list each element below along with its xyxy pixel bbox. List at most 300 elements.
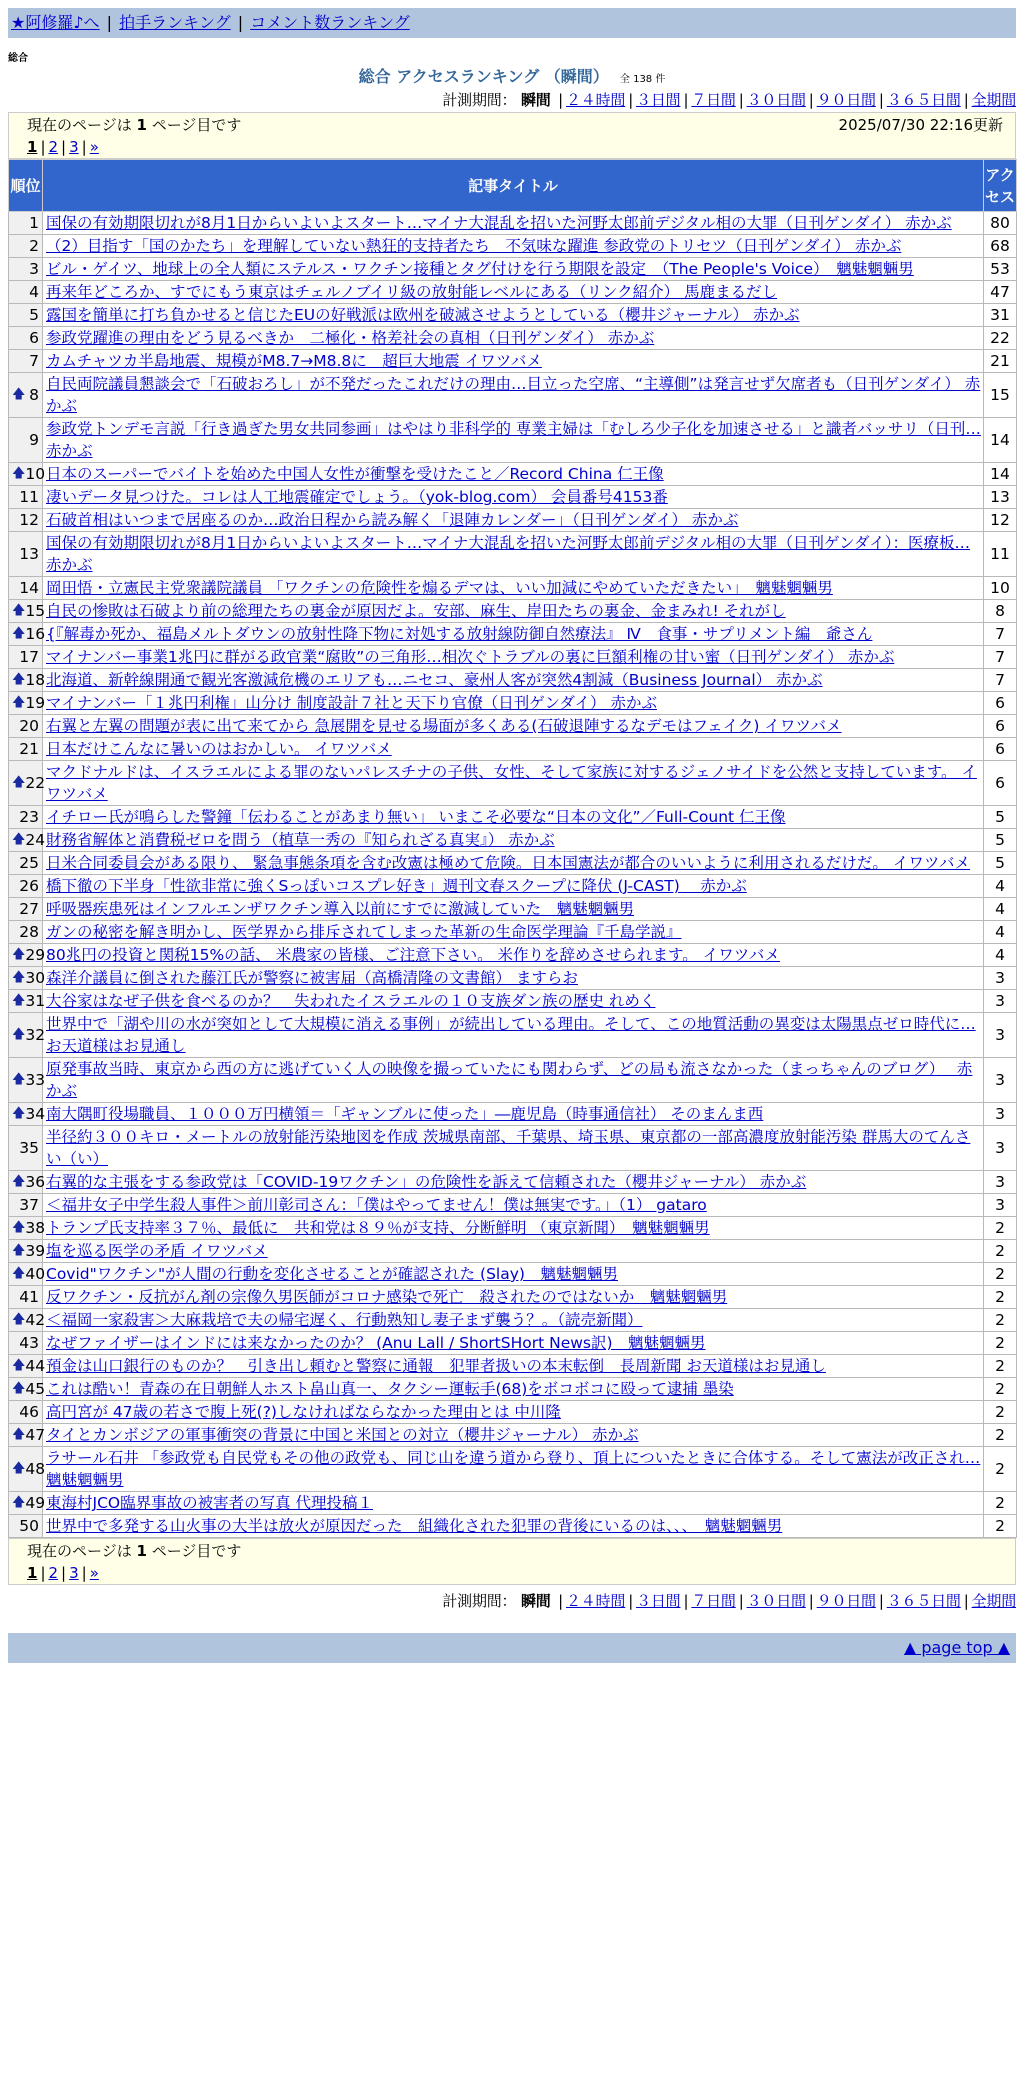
article-title-link[interactable]: 参政党トンデモ言説「行き過ぎた男女共同参画」はやはり非科学的 専業主婦は「むしろ少子化を加速させる」と識者バッサリ（日刊… 赤かぶ: [46, 420, 981, 460]
rank-cell: [9, 258, 43, 281]
rank-number: 33: [25, 1071, 46, 1089]
access-count: 53: [984, 258, 1017, 281]
access-count: 8: [984, 600, 1017, 623]
next-page-link[interactable]: »: [89, 1564, 99, 1582]
rank-cell: [9, 623, 46, 646]
page-top-link[interactable]: ▲ page top ▲: [903, 1638, 1010, 1657]
rank-number: 12: [19, 511, 39, 529]
rank-cell: [9, 1013, 46, 1058]
article-title-link[interactable]: なぜファイザーはインドには来なかったのか？ (Anu Lall / ShortSHort News訳) 魑魅魍魎男: [46, 1334, 706, 1352]
title-cell: [43, 600, 984, 623]
article-title-link[interactable]: 南大隅町役場職員、１０００万円横領＝「ギャンブルに使った」―鹿児島（時事通信社） そのまんま西: [46, 1105, 764, 1123]
article-title-link[interactable]: ＜福井女子中学生殺人事件＞前川彰司さん：「僕はやってません！僕は無実です。」（1） gataro: [46, 1196, 707, 1214]
article-title-link[interactable]: 大谷家はなぜ子供を食べるのか？ 失われたイスラエルの１０支族ダン族の歴史 れめく: [46, 992, 656, 1010]
rank-cell: [9, 875, 43, 898]
access-count: 3: [984, 990, 1017, 1013]
article-title-link[interactable]: 塩を巡る医学の矛盾 イワツバメ: [46, 1242, 268, 1260]
title-cell: [43, 1355, 984, 1378]
title-cell: [43, 1378, 984, 1401]
page-status-prefix: 現在のページは: [27, 116, 137, 134]
access-count: 3: [984, 1013, 1017, 1058]
article-title-link[interactable]: 再来年どころか、すでにもう東京はチェルノブイリ級の放射能レベルにある（リンク紹介） 馬鹿まるだし: [46, 283, 778, 301]
table-row: [9, 350, 1017, 373]
rank-number: 39: [25, 1242, 46, 1260]
access-count: 12: [984, 509, 1017, 532]
article-title-link[interactable]: 世界中で「湖や川の水が突如として大規模に消える事例」が続出している理由。そして、この地質活動の異変は太陽黒点ゼロ時代に… お天道様はお見通し: [46, 1015, 976, 1055]
page-status-number: 1: [136, 116, 147, 134]
article-title-link[interactable]: 国保の有効期限切れが8月1日からいよいよスタート…マイナ大混乱を招いた河野太郎前デジタル相の大罪（日刊ゲンダイ） 赤かぶ: [46, 214, 952, 232]
article-title-link[interactable]: 日本のスーパーでバイトを始めた中国人女性が衝撃を受けたこと／Record China 仁王像: [46, 465, 664, 483]
table-row: [9, 304, 1017, 327]
section-label: 総合: [8, 53, 28, 64]
next-page-link[interactable]: »: [89, 138, 99, 156]
comment-ranking-link[interactable]: コメント数ランキング: [250, 13, 410, 32]
access-count: 47: [984, 281, 1017, 304]
page-link[interactable]: 3: [69, 138, 79, 156]
pager-top: [8, 112, 1016, 159]
access-count: 80: [984, 212, 1017, 235]
up-arrow-icon: 🡅: [12, 1266, 26, 1281]
period-separator: |: [683, 91, 689, 109]
page-status-suffix: ページ目です: [146, 1542, 242, 1560]
table-row: [9, 738, 1017, 761]
title-cell: [43, 1447, 984, 1492]
access-count: 3: [984, 1126, 1017, 1171]
rank-number: 19: [25, 694, 46, 712]
rank-cell: [9, 1378, 46, 1401]
access-count: 2: [984, 1332, 1017, 1355]
title-cell: [43, 921, 984, 944]
rank-number: 22: [25, 774, 46, 792]
period-separator: |: [628, 1592, 634, 1610]
rank-cell: [9, 692, 46, 715]
table-row: [9, 623, 1017, 646]
title-cell: [43, 1126, 984, 1171]
page-link[interactable]: 2: [48, 138, 59, 156]
rank-number: 13: [19, 545, 39, 563]
title-cell: [43, 486, 984, 509]
page-link[interactable]: 2: [48, 1564, 59, 1582]
page-separator: |: [40, 138, 46, 156]
up-arrow-icon: 🡅: [12, 1495, 26, 1510]
pager-bottom: [8, 1538, 1016, 1585]
article-title-link[interactable]: 橋下徹の下半身「性欲非常に強くSっぽいコスプレ好き」週刊文春スクープに降伏 (J-CAST) 赤かぶ: [46, 877, 747, 895]
period-link[interactable]: ７日間: [691, 1592, 736, 1610]
title-cell: [43, 761, 984, 806]
rank-number: 50: [19, 1517, 39, 1535]
article-title-link[interactable]: 右翼と左翼の問題が表に出て来てから 急展開を見せる場面が多くある(石破退陣するなデモはフェイク) イワツバメ: [46, 717, 842, 735]
rank-cell: [9, 806, 43, 829]
rank-number: 11: [19, 488, 39, 506]
page-wrapper: [8, 8, 1016, 1663]
table-row: [9, 990, 1017, 1013]
page-title: 総合 アクセスランキング （瞬間）: [358, 67, 609, 86]
rank-cell: [9, 898, 43, 921]
rank-number: 37: [19, 1196, 39, 1214]
table-row: [9, 669, 1017, 692]
title-cell: [43, 509, 984, 532]
access-count: 4: [984, 875, 1017, 898]
period-link[interactable]: ３６５日間: [886, 1592, 961, 1610]
article-title-link[interactable]: 国保の有効期限切れが8月1日からいよいよスタート…マイナ大混乱を招いた河野太郎前デジタル相の大罪（日刊ゲンダイ）：医療板… 赤かぶ: [46, 534, 970, 574]
title-cell: [43, 646, 984, 669]
article-title-link[interactable]: トランプ氏支持率３７％、最低に 共和党は８９％が支持、分断鮮明 （東京新聞） 魑魅魍魎男: [46, 1219, 710, 1237]
access-count: 5: [984, 829, 1017, 852]
table-row: [9, 258, 1017, 281]
table-row: [9, 1058, 1017, 1103]
pager-status-row: [27, 1540, 1003, 1562]
rank-number: 40: [25, 1265, 46, 1283]
up-arrow-icon: 🡅: [12, 1427, 26, 1442]
rank-number: 14: [19, 579, 39, 597]
up-arrow-icon: 🡅: [12, 1243, 26, 1258]
period-separator: |: [558, 1592, 563, 1610]
access-count: 2: [984, 1378, 1017, 1401]
page-status-number: 1: [136, 1542, 147, 1560]
table-row: [9, 1332, 1017, 1355]
table-row: [9, 944, 1017, 967]
title-cell: [43, 1401, 984, 1424]
rank-cell: [9, 1332, 43, 1355]
rank-number: 10: [25, 465, 46, 483]
rank-number: 24: [25, 831, 46, 849]
rank-cell: [9, 1515, 43, 1538]
page-links: [27, 136, 1003, 158]
rank-cell: [9, 1058, 46, 1103]
period-link[interactable]: ９０日間: [816, 91, 876, 109]
table-row: [9, 1013, 1017, 1058]
period-link[interactable]: ３６５日間: [886, 91, 961, 109]
rank-cell: [9, 350, 43, 373]
table-header-row: [9, 160, 1017, 212]
title-cell: [43, 715, 984, 738]
rank-cell: [9, 715, 43, 738]
up-arrow-icon: 🡅: [12, 1027, 26, 1042]
article-title-link[interactable]: マクドナルドは、イスラエルによる罪のないパレスチナの子供、女性、そして家族に対するジェノサイドを公然と支持しています。 イワツバメ: [46, 763, 977, 803]
rank-number: 25: [19, 854, 39, 872]
table-row: [9, 1309, 1017, 1332]
article-title-link[interactable]: ビル・ゲイツ、地球上の全人類にステルス・ワクチン接種とタグ付けを行う期限を設定 （The People's Voice） 魑魅魍魎男: [46, 260, 914, 278]
period-link[interactable]: ９０日間: [816, 1592, 876, 1610]
table-row: [9, 1378, 1017, 1401]
title-cell: [43, 1492, 984, 1515]
article-title-link[interactable]: 日米合同委員会がある限り、 緊急事態条項を含む改憲は極めて危険。日本国憲法が都合のいいように利用されるだけだ。 イワツバメ: [46, 854, 971, 872]
access-count: 2: [984, 1217, 1017, 1240]
article-title-link[interactable]: 財務省解体と消費税ゼロを問う（植草一秀の『知られざる真実』） 赤かぶ: [46, 831, 555, 849]
period-separator: |: [558, 91, 563, 109]
period-link[interactable]: 全期間: [971, 1592, 1016, 1610]
article-title-link[interactable]: 森洋介議員に倒された藤江氏が警察に被害届（高橋清隆の文書館） ますらお: [46, 969, 578, 987]
table-row: [9, 418, 1017, 463]
access-count: 2: [984, 1240, 1017, 1263]
title-cell: [43, 1217, 984, 1240]
access-count: 21: [984, 350, 1017, 373]
page-status: [27, 114, 241, 136]
period-current: 瞬間: [520, 1592, 551, 1610]
rank-number: 46: [19, 1403, 39, 1421]
article-title-link[interactable]: 東海村JCO臨界事故の被害者の写真 代理投稿１: [46, 1494, 374, 1512]
article-title-link[interactable]: 世界中で多発する山火事の大半は放火が原因だった 組織化された犯罪の背後にいるのは、、、 魑魅魍魎男: [46, 1517, 783, 1535]
page-separator: |: [81, 138, 87, 156]
period-link[interactable]: 全期間: [971, 91, 1016, 109]
page-status-prefix: 現在のページは: [27, 1542, 137, 1560]
header-rank: 順位: [9, 160, 43, 212]
rank-cell: [9, 967, 46, 990]
period-separator: |: [963, 1592, 969, 1610]
rank-number: 47: [25, 1426, 46, 1444]
rank-cell: [9, 463, 46, 486]
access-count: 11: [984, 532, 1017, 577]
period-separator: |: [808, 1592, 814, 1610]
rank-cell: [9, 1103, 46, 1126]
access-count: 6: [984, 761, 1017, 806]
title-cell: [43, 1171, 984, 1194]
page-separator: |: [81, 1564, 87, 1582]
article-title-link[interactable]: ガンの秘密を解き明かし、医学界から排斥されてしまった革新の生命医学理論『千島学説』: [46, 923, 682, 941]
period-separator: |: [683, 1592, 689, 1610]
period-link[interactable]: ３０日間: [746, 1592, 806, 1610]
rank-number: 20: [19, 717, 39, 735]
title-cell: [43, 669, 984, 692]
rank-cell: [9, 1401, 43, 1424]
rank-cell: [9, 1286, 43, 1309]
article-title-link[interactable]: 石破首相はいつまで居座るのか…政治日程から読み解く「退陣カレンダー」（日刊ゲンダイ） 赤かぶ: [46, 511, 739, 529]
article-title-link[interactable]: Covid"ワクチン"が人間の行動を変化させることが確認された (Slay) 魑魅魍魎男: [46, 1265, 618, 1283]
access-count: 3: [984, 1103, 1017, 1126]
title-cell: [43, 1424, 984, 1447]
access-count: 2: [984, 1355, 1017, 1378]
access-count: 13: [984, 486, 1017, 509]
table-row: [9, 967, 1017, 990]
table-row: [9, 898, 1017, 921]
access-count: 4: [984, 944, 1017, 967]
article-title-link[interactable]: 露国を簡単に打ち負かせると信じたEUの好戦派は欧州を破滅させようとしている（櫻井ジャーナル） 赤かぶ: [46, 306, 800, 324]
title-cell: [43, 1309, 984, 1332]
rank-cell: [9, 738, 43, 761]
table-row: [9, 692, 1017, 715]
table-row: [9, 212, 1017, 235]
article-title-link[interactable]: 右翼的な主張をする参政党は「COVID-19ワクチン」の危険性を訴えて信頼された（櫻井ジャーナル） 赤かぶ: [46, 1173, 807, 1191]
access-count: 2: [984, 1401, 1017, 1424]
rank-number: 9: [29, 431, 39, 449]
period-label: 計測期間：: [442, 1592, 517, 1610]
rank-number: 48: [25, 1460, 46, 1478]
table-row: [9, 1217, 1017, 1240]
page-separator: |: [40, 1564, 46, 1582]
table-row: [9, 875, 1017, 898]
header-title: 記事タイトル: [43, 160, 984, 212]
rank-cell: [9, 577, 43, 600]
article-title-link[interactable]: 北海道、新幹線開通で観光客激減危機のエリアも…ニセコ、豪州人客が突然4割減（Business Journal） 赤かぶ: [46, 671, 823, 689]
rank-cell: [9, 1263, 46, 1286]
title-cell: [43, 852, 984, 875]
table-row: [9, 921, 1017, 944]
period-separator: |: [738, 1592, 744, 1610]
rank-number: 42: [25, 1311, 46, 1329]
access-count: 10: [984, 577, 1017, 600]
period-link[interactable]: ３日間: [636, 91, 681, 109]
rank-number: 8: [29, 386, 39, 404]
home-link[interactable]: ★阿修羅♪へ: [11, 13, 100, 32]
access-count: 3: [984, 1058, 1017, 1103]
table-row: [9, 715, 1017, 738]
article-title-link[interactable]: 自民両院議員懇談会で「石破おろし」が不発だったこれだけの理由…目立った空席、“主導側”は発言せず欠席者も（日刊ゲンダイ） 赤かぶ: [46, 375, 981, 415]
rank-number: 7: [29, 352, 39, 370]
title-cell: [43, 577, 984, 600]
article-title-link[interactable]: マイナンバー事業1兆円に群がる政官業“腐敗”の三角形…相次ぐトラブルの裏に巨額利権の甘い蜜（日刊ゲンダイ） 赤かぶ: [46, 648, 895, 666]
table-row: [9, 1515, 1017, 1538]
page-link-current: 1: [27, 1564, 38, 1582]
access-count: 7: [984, 646, 1017, 669]
article-title-link[interactable]: 自民の惨敗は石破より前の総理たちの裏金が原因だよ。安部、麻生、岸田たちの裏金、金まみれ! それがし: [46, 602, 786, 620]
table-row: [9, 1126, 1017, 1171]
up-arrow-icon: 🡅: [12, 672, 26, 687]
top-navigation-bar: [8, 8, 1016, 38]
access-count: 5: [984, 852, 1017, 875]
title-cell: [43, 692, 984, 715]
access-count: 3: [984, 1171, 1017, 1194]
article-title-link[interactable]: タイとカンボジアの軍事衝突の背景に中国と米国との対立（櫻井ジャーナル） 赤かぶ: [46, 1426, 639, 1444]
rank-number: 16: [25, 625, 46, 643]
rank-cell: [9, 1424, 46, 1447]
access-count: 2: [984, 1424, 1017, 1447]
access-count: 68: [984, 235, 1017, 258]
title-cell: [43, 281, 984, 304]
table-row: [9, 235, 1017, 258]
title-cell: [43, 967, 984, 990]
period-link[interactable]: ３０日間: [746, 91, 806, 109]
rank-cell: [9, 327, 43, 350]
period-link[interactable]: ２４時間: [566, 1592, 626, 1610]
table-row: [9, 577, 1017, 600]
period-separator: |: [878, 1592, 884, 1610]
up-arrow-icon: 🡅: [12, 1358, 26, 1373]
page-status-suffix: ページ目です: [146, 116, 242, 134]
rank-cell: [9, 1240, 46, 1263]
article-title-link[interactable]: カムチャツカ半島地震、規模がM8.7→M8.8に 超巨大地震 イワツバメ: [46, 352, 542, 370]
rank-number: 5: [29, 306, 39, 324]
access-count: 31: [984, 304, 1017, 327]
clap-ranking-link[interactable]: 拍手ランキング: [119, 13, 231, 32]
rank-number: 27: [19, 900, 39, 918]
rank-cell: [9, 304, 43, 327]
article-title-link[interactable]: 岡田悟・立憲民主党衆議院議員 「ワクチンの危険性を煽るデマは、いい加減にやめていただきたい」 魑魅魍魎男: [46, 579, 833, 597]
title-cell: [43, 806, 984, 829]
article-title-link[interactable]: （2）目指す「国のかたち」を理解していない熱狂的支持者たち 不気味な躍進 参政党のトリセツ（日刊ゲンダイ） 赤かぶ: [46, 237, 902, 255]
access-count: 3: [984, 967, 1017, 990]
title-cell: [43, 1332, 984, 1355]
access-count: 2: [984, 1263, 1017, 1286]
article-title-link[interactable]: 預金は山口銀行のものか？ 引き出し頼むと警察に通報 犯罪者扱いの本末転倒 長周新聞 お天道様はお見通し: [46, 1357, 826, 1375]
rank-cell: [9, 1126, 43, 1171]
article-title-link[interactable]: 凄いデータ見つけた。コレは人工地震確定でしょう。（yok-blog.com） 会員番号4153番: [46, 488, 668, 506]
period-link[interactable]: ３日間: [636, 1592, 681, 1610]
rank-number: 34: [25, 1105, 46, 1123]
up-arrow-icon: 🡅: [12, 695, 26, 710]
page-links: [27, 1562, 1003, 1584]
access-count: 2: [984, 1286, 1017, 1309]
table-row: [9, 281, 1017, 304]
period-link[interactable]: ２４時間: [566, 91, 626, 109]
article-title-link[interactable]: 呼吸器疾患死はインフルエンザワクチン導入以前にすでに激減していた 魑魅魍魎男: [46, 900, 635, 918]
rank-cell: [9, 1171, 46, 1194]
rank-cell: [9, 212, 43, 235]
article-title-link[interactable]: 80兆円の投資と関税15%の話、 米農家の皆様、ご注意下さい。 米作りを辞めさせられます。 イワツバメ: [46, 946, 780, 964]
table-row: [9, 1355, 1017, 1378]
article-title-link[interactable]: {『解毒か死か、福島メルトダウンの放射性降下物に対処する放射線防御自然療法』 Ⅳ 食事・サプリメント編 爺さん: [46, 625, 873, 643]
period-separator: |: [878, 91, 884, 109]
table-row: [9, 327, 1017, 350]
rank-number: 31: [25, 992, 46, 1010]
updated-timestamp: 2025/07/30 22:16更新: [838, 116, 1003, 134]
up-arrow-icon: 🡅: [12, 626, 26, 641]
nav-separator: |: [106, 13, 113, 32]
header-access: アクセス: [984, 160, 1017, 212]
rank-number: 1: [29, 214, 39, 232]
table-row: [9, 1447, 1017, 1492]
up-arrow-icon: 🡅: [12, 947, 26, 962]
rank-number: 45: [25, 1380, 46, 1398]
title-cell: [43, 1263, 984, 1286]
access-count: 2: [984, 1515, 1017, 1538]
title-cell: [43, 1103, 984, 1126]
page-link[interactable]: 3: [69, 1564, 79, 1582]
rank-number: 29: [25, 946, 46, 964]
access-count: 6: [984, 692, 1017, 715]
title-cell: [43, 212, 984, 235]
article-title-link[interactable]: マイナンバー「１兆円利権」山分け 制度設計７社と天下り官僚（日刊ゲンダイ） 赤かぶ: [46, 694, 657, 712]
title-cell: [43, 875, 984, 898]
article-title-link[interactable]: 反ワクチン・反抗がん剤の宗像久男医師がコロナ感染で死亡 殺されたのではないか 魑魅魍魎男: [46, 1288, 728, 1306]
bottom-bar: [8, 1633, 1016, 1663]
article-title-link[interactable]: 半径約３００キロ・メートルの放射能汚染地図を作成 茨城県南部、千葉県、埼玉県、東京都の一部高濃度放射能汚染 群馬大のてんさい（い）: [46, 1128, 971, 1168]
article-title-link[interactable]: ＜福岡一家殺害＞大麻栽培で夫の帰宅遅く、行動熟知し妻子まず襲う？。（読売新聞）: [46, 1311, 643, 1329]
access-count: 4: [984, 921, 1017, 944]
rank-cell: [9, 921, 43, 944]
rank-number: 43: [19, 1334, 39, 1352]
article-title-link[interactable]: 原発事故当時、東京から西の方に逃げていく人の映像を撮っていたにも関わらず、どの局も流さなかった（まっちゃんのブログ） 赤かぶ: [46, 1060, 973, 1100]
table-row: [9, 761, 1017, 806]
table-row: [9, 829, 1017, 852]
article-title-link[interactable]: 高円宮が 47歳の若さで腹上死(?)しなければならなかった理由とは 中川隆: [46, 1403, 561, 1421]
rank-cell: [9, 852, 43, 875]
article-title-link[interactable]: ラサール石井 「参政党も自民党もその他の政党も、同じ山を違う道から登り、頂上についたときに合体する。そして憲法が改正され… 魑魅魍魎男: [46, 1449, 981, 1489]
title-cell: [43, 327, 984, 350]
ranking-table: [8, 159, 1017, 1538]
article-title-link[interactable]: 日本だけこんなに暑いのはおかしい。 イワツバメ: [46, 740, 392, 758]
rank-number: 6: [29, 329, 39, 347]
table-row: [9, 646, 1017, 669]
access-count: 6: [984, 715, 1017, 738]
title-cell: [43, 944, 984, 967]
rank-cell: [9, 418, 43, 463]
title-cell: [43, 373, 984, 418]
period-link[interactable]: ７日間: [691, 91, 736, 109]
rank-number: 2: [29, 237, 39, 255]
article-title-link[interactable]: これは酷い！青森の在日朝鮮人ホスト畠山真一、タクシー運転手(68)をボコボコに殴って逮捕 墨染: [46, 1380, 734, 1398]
title-cell: [43, 235, 984, 258]
article-title-link[interactable]: 参政党躍進の理由をどう見るべきか 二極化・格差社会の真相（日刊ゲンダイ） 赤かぶ: [46, 329, 655, 347]
table-row: [9, 1194, 1017, 1217]
table-row: [9, 486, 1017, 509]
rank-number: 35: [19, 1139, 39, 1157]
access-count: 2: [984, 1492, 1017, 1515]
article-title-link[interactable]: イチロー氏が鳴らした警鐘「伝わることがあまり無い」 いまこそ必要な“日本の文化”／Full-Count 仁王像: [46, 808, 786, 826]
period-links: [555, 1592, 1016, 1610]
up-arrow-icon: 🡅: [12, 1106, 26, 1121]
pager-status-row: [27, 114, 1003, 136]
access-count: 2: [984, 1309, 1017, 1332]
